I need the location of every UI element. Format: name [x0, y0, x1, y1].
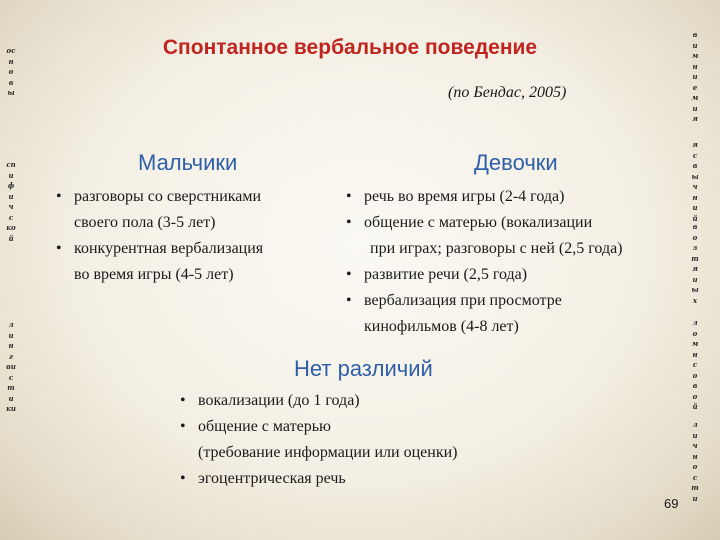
item-text: речь во время игры (2-4 года): [364, 188, 565, 205]
slide-title: Спонтанное вербальное поведение: [162, 36, 538, 59]
left-margin-text-2: спи ф и ч с ко й: [6, 160, 16, 243]
item-text: вербализация при просмотре: [364, 292, 562, 309]
item-text: разговоры со сверстниками: [74, 188, 262, 205]
list-item: [52, 236, 322, 288]
bullet-icon: •: [346, 292, 352, 309]
item-text: эгоцентрическая речь: [198, 470, 346, 487]
list-item: [342, 288, 687, 340]
item-text-cont: (требование информации или оценки): [198, 444, 458, 461]
right-margin-text-5: л и ч н о с т и: [691, 420, 699, 503]
list-item: [52, 184, 322, 236]
slide-subtitle: (по Бендас, 2005): [448, 84, 567, 101]
girls-list: [342, 184, 687, 340]
right-margin-text-2: я с в ы ч н и й: [691, 140, 699, 223]
bullet-icon: •: [180, 392, 186, 409]
item-text: конкурентная вербализация: [74, 240, 264, 257]
list-item: [342, 262, 687, 288]
item-text: общение с матерью: [198, 418, 331, 435]
page-number: 69: [664, 496, 679, 511]
item-text-cont: при играх; разговоры с ней (2,5 года): [370, 240, 623, 257]
item-text-cont: своего пола (3-5 лет): [74, 214, 216, 231]
item-text: вокализации (до 1 года): [198, 392, 360, 409]
bullet-icon: •: [346, 188, 352, 205]
list-item: [176, 388, 556, 414]
left-margin-text-1: осн о в ы: [6, 46, 16, 97]
item-text-cont: кинофильмов (4-8 лет): [364, 318, 519, 335]
common-list: [176, 388, 556, 492]
bullet-icon: •: [346, 214, 352, 231]
girls-heading: Девочки: [474, 150, 558, 175]
right-margin-text-3: в о з т я и ы х: [691, 222, 699, 305]
left-margin-text-3: лин г ви с т и ки: [6, 320, 16, 413]
item-text: развитие речи (2,5 года): [364, 266, 528, 283]
bullet-icon: •: [56, 188, 62, 205]
right-margin-text-1: в и м н и е м и я: [691, 30, 699, 123]
bullet-icon: •: [180, 470, 186, 487]
bullet-icon: •: [346, 266, 352, 283]
boys-heading: Мальчики: [138, 150, 238, 175]
list-item: [342, 184, 687, 210]
common-heading: Нет различий: [294, 356, 433, 381]
boys-list: [52, 184, 322, 288]
right-margin-text-4: л о м н с о в о й: [691, 318, 699, 411]
list-item: [176, 414, 556, 466]
bullet-icon: •: [56, 240, 62, 257]
list-item: [176, 466, 556, 492]
list-item: [342, 210, 687, 262]
item-text-cont: во время игры (4-5 лет): [74, 266, 234, 283]
item-text: общение с матерью (вокализации: [364, 214, 593, 231]
bullet-icon: •: [180, 418, 186, 435]
